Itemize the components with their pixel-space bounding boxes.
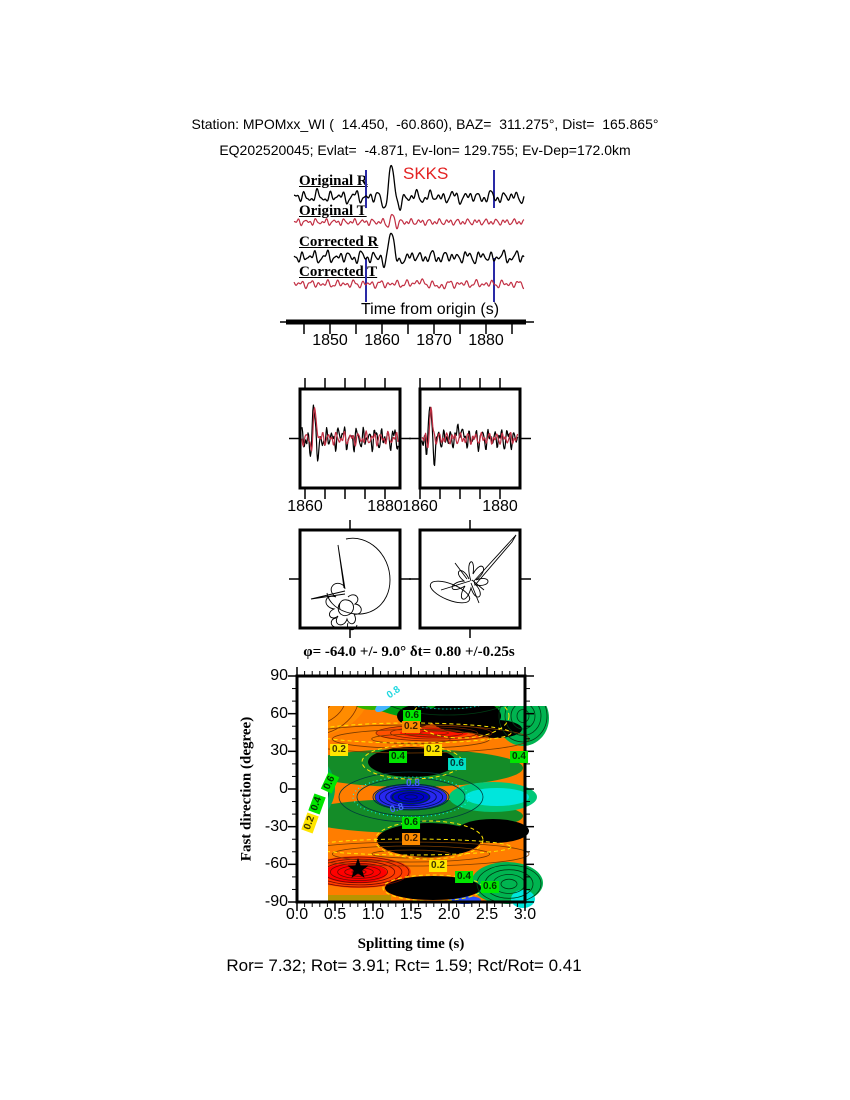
contour-x-tick-label: 1.0 — [361, 906, 385, 923]
contour-level-label: 0.8 — [406, 778, 420, 789]
time-axis-tick-label: 1880 — [468, 332, 504, 349]
event-header: EQ202520045; Evlat= -4.871, Ev-lon= 129.755; Ev-Dep=172.0km — [219, 142, 631, 158]
component-comparison-svg — [280, 366, 560, 518]
contour-y-tick-label: 60 — [270, 704, 288, 722]
contour-level-label: 0.6 — [483, 881, 497, 892]
contour-x-tick-label: 0.5 — [323, 906, 347, 923]
contour-level-label: 0.4 — [512, 751, 526, 762]
comparison-tick-label: 1880 — [482, 498, 518, 515]
contour-x-tick-label: 2.0 — [437, 906, 461, 923]
trace-label-original-r: Original R — [299, 173, 368, 189]
time-axis-tick-label: 1860 — [364, 332, 400, 349]
contour-x-tick-label: 0.0 — [285, 906, 309, 923]
particle-motion-corrected — [428, 535, 516, 607]
contour-x-tick-label: 1.5 — [399, 906, 423, 923]
contour-level-label: 0.2 — [431, 860, 445, 871]
contour-level-label: 0.2 — [301, 813, 318, 834]
contour-y-tick-label: -90 — [264, 893, 288, 911]
station-header: Station: MPOMxx_WI ( 14.450, -60.860), BAZ= 311.275°, Dist= 165.865° — [191, 116, 659, 132]
contour-level-label: 0.2 — [404, 721, 418, 732]
time-axis-title: Time from origin (s) — [360, 301, 500, 318]
contour-y-tick-label: 0 — [279, 780, 288, 797]
contour-level-label: 0.4 — [457, 871, 471, 882]
contour-level-label: 0.6 — [404, 817, 418, 828]
stability-map-svg — [266, 646, 556, 932]
contour-level-label: 0.2 — [404, 833, 418, 844]
original-r-trace — [294, 166, 524, 211]
fast-component-1 — [302, 405, 398, 461]
particle-motion-original — [311, 538, 390, 630]
original-t-trace — [294, 215, 524, 229]
phase-label: SKKS — [403, 164, 449, 183]
contour-y-tick-label: -60 — [264, 855, 288, 873]
trace-label-original-t: Original T — [299, 203, 367, 219]
contour-level-label: 0.8 — [388, 801, 406, 816]
contour-y-tick-label: 30 — [270, 742, 288, 760]
contour-x-tick-label: 3.0 — [513, 906, 537, 923]
contour-level-label: 0.6 — [321, 772, 339, 793]
contour-level-label: 0.4 — [391, 751, 405, 762]
contour-xlabel: Splitting time (s) — [357, 936, 465, 952]
contour-level-label: 0.2 — [332, 744, 346, 755]
trace-label-corrected-r: Corrected R — [299, 234, 379, 250]
contour-y-tick-label: 90 — [270, 667, 288, 684]
contour-level-label: 0.4 — [308, 794, 325, 815]
comparison-tick-label: 1880 — [367, 498, 403, 515]
contour-ylabel: Fast direction (degree) — [238, 716, 255, 862]
quality-footer: Ror= 7.32; Rot= 3.91; Rct= 1.59; Rct/Rot= 0.41 — [226, 956, 582, 975]
contour-level-label: 0.2 — [426, 744, 440, 755]
time-axis-tick-label: 1850 — [312, 332, 348, 349]
particle-motion-svg — [280, 520, 560, 640]
corrected-t-trace — [294, 279, 524, 289]
comparison-tick-label: 1860 — [287, 498, 323, 515]
comparison-tick-label: 1860 — [402, 498, 438, 515]
contour-level-label: 0.6 — [405, 710, 419, 721]
corrected-r-trace — [294, 233, 524, 267]
contour-level-label: 0.6 — [450, 758, 464, 769]
contour-y-tick-label: -30 — [264, 817, 288, 835]
trace-label-corrected-t: Corrected T — [299, 264, 378, 280]
waveform-panel-svg — [280, 160, 560, 375]
misfit-surface — [266, 648, 549, 908]
contour-level-label: 0.8 — [384, 684, 403, 702]
time-axis-tick-label: 1870 — [416, 332, 452, 349]
contour-x-tick-label: 2.5 — [475, 906, 499, 923]
contour-title: φ= -64.0 +/- 9.0° δt= 0.80 +/-0.25s — [303, 644, 515, 660]
